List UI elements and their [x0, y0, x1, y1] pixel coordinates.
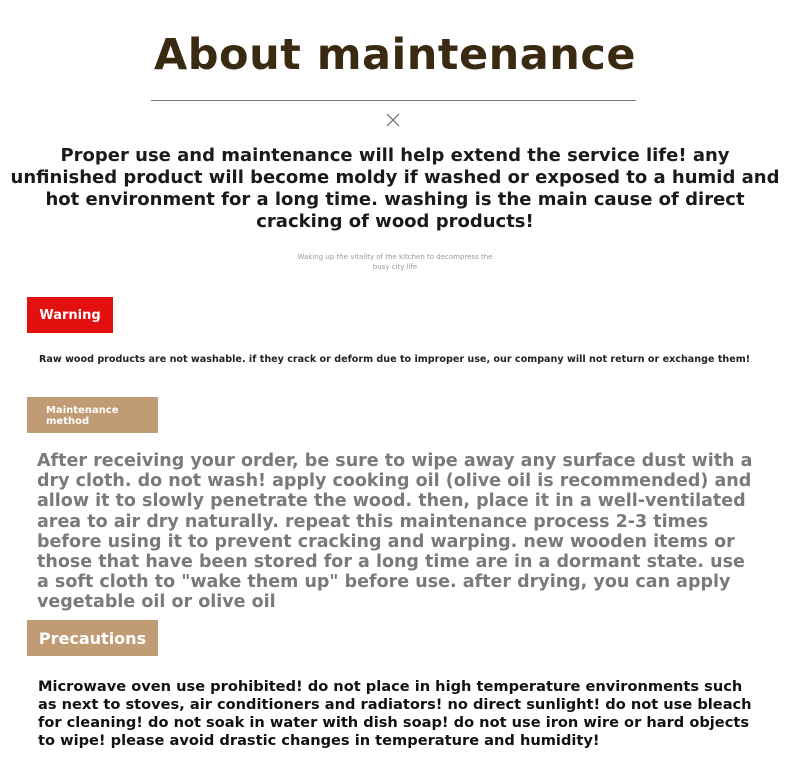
warning-badge: Warning: [27, 297, 113, 333]
title-divider: [151, 100, 636, 101]
intro-paragraph: Proper use and maintenance will help extend the service life! any unfinished product will become moldy if washed or exposed to a humid and hot environment for a long time. washing is the main cause of direct cracking of wood products!: [10, 145, 780, 232]
precautions-text: Microwave oven use prohibited! do not place in high temperature environments such as next to stoves, air conditioners and radiators! no direct sunlight! do not use bleach for cleaning! do not soak in water with dish soap! do not use iron wire or hard objects to wipe! please avoid drastic changes in temperature and humidity!: [38, 678, 752, 749]
tagline: Waking up the vitality of the kitchen to decompress the busy city life: [297, 253, 493, 271]
page-title: About maintenance: [153, 30, 637, 80]
precautions-badge: Precautions: [27, 620, 158, 656]
warning-text: Raw wood products are not washable. if they crack or deform due to improper use, our company will not return or exchange them!: [39, 354, 751, 365]
maintenance-method-badge: Maintenance method: [27, 397, 158, 433]
close-icon: [385, 112, 401, 128]
maintenance-method-text: After receiving your order, be sure to wipe away any surface dust with a dry cloth. do not wash! apply cooking oil (olive oil is recommended) and allow it to slowly penetrate the wood. then, place it in a well-ventilated area to air dry naturally. repeat this maintenance process 2-3 times before using it to prevent cracking and warping. new wooden items or those that have been stored for a long time are in a dormant state. use a soft cloth to "wake them up" before use. after drying, you can apply vegetable oil or olive oil: [37, 451, 753, 613]
